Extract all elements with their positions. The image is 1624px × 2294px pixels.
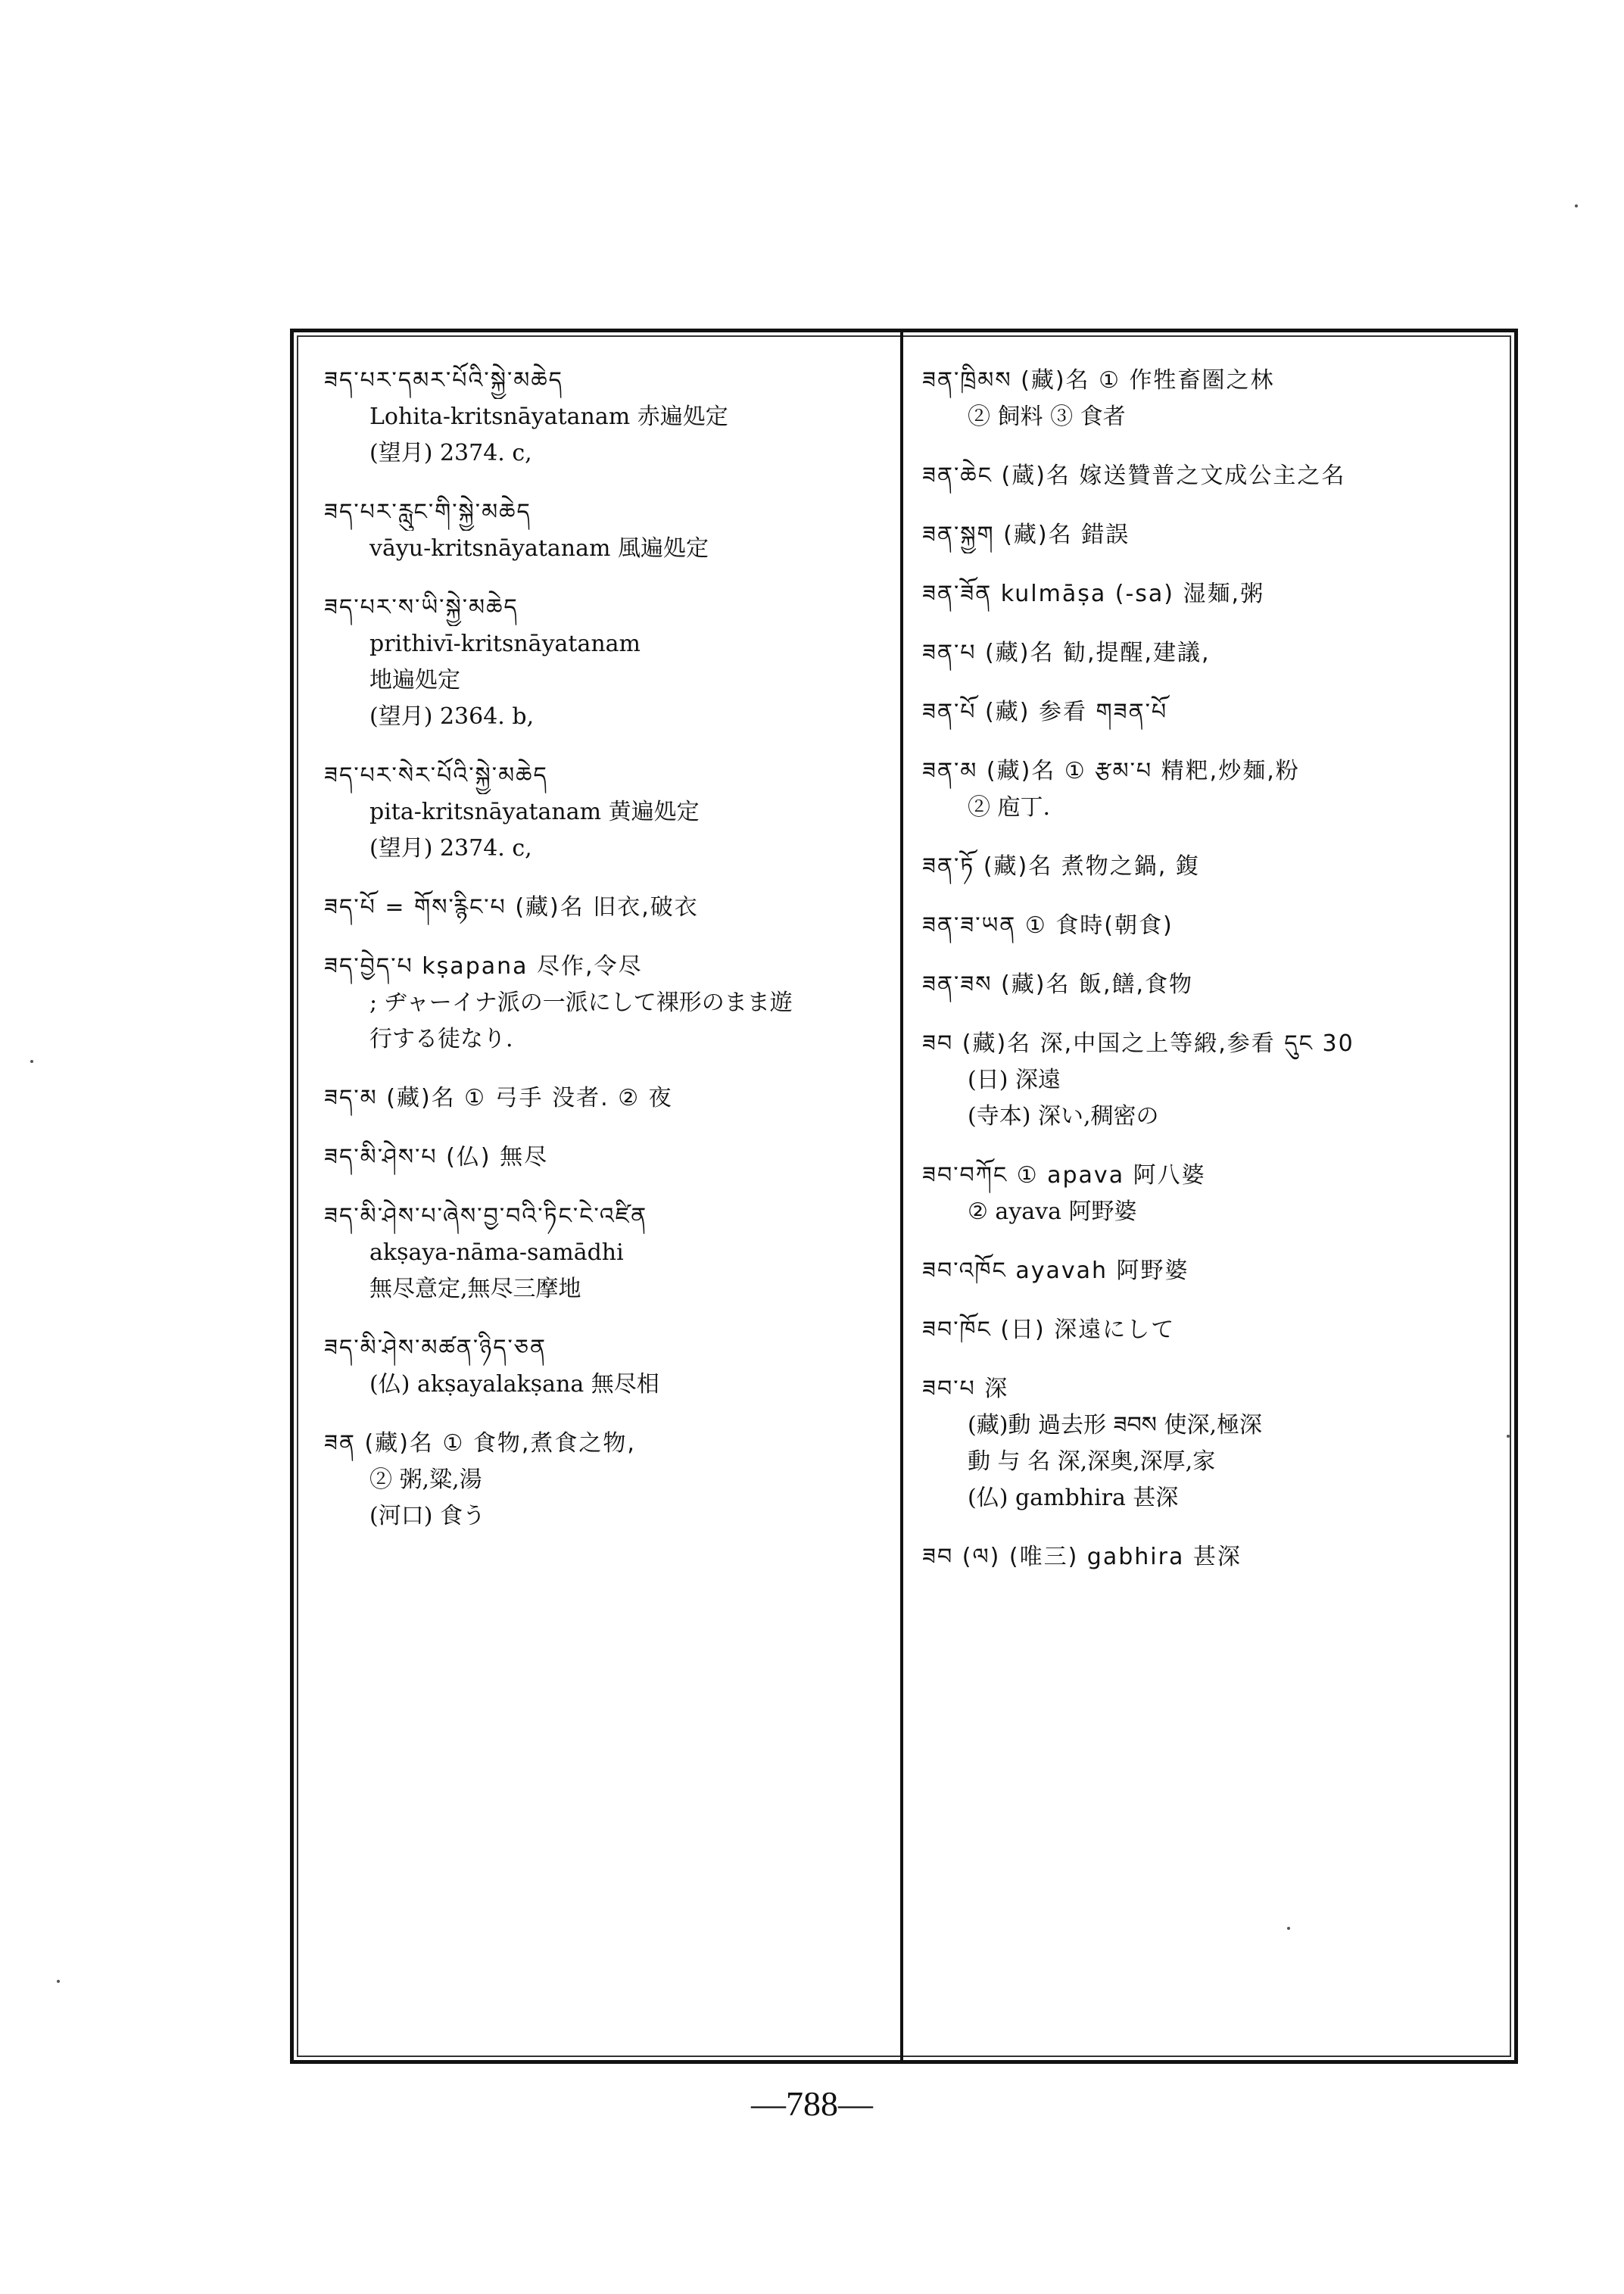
entry-definition-line: (望月) 2374. c, (369, 440, 532, 466)
scan-speck (1575, 204, 1578, 207)
entry-headword: ཟབ (ལ) (唯三) gabhira 甚深 (922, 1544, 1242, 1570)
dictionary-entry (922, 517, 1505, 553)
scan-speck (1507, 1435, 1510, 1438)
dictionary-entry (324, 1426, 892, 1535)
entry-definition-line: ② 飼料 ③ 食者 (968, 404, 1126, 430)
entry-definition-line: 動 与 名 深,深奥,深厚,家 (968, 1448, 1216, 1475)
entry-headword: ཟབ (藏)名 深,中国之上等緞,参看 དུང 30 (922, 1030, 1354, 1057)
scan-speck (57, 1980, 60, 1983)
entry-definition-line: (望月) 2364. b, (369, 703, 535, 730)
entry-headword: ཟད་པར་སེར་པོའི་སྐྱེ་མཆེད (324, 762, 548, 789)
right-column (922, 363, 1505, 2037)
dictionary-entry (324, 949, 892, 1058)
entry-headword: ཟན་པ (藏)名 勧,提醒,建議, (922, 640, 1211, 666)
dictionary-entry (922, 635, 1505, 672)
entry-headword: ཟན་སྐྱག (藏)名 錯誤 (922, 522, 1130, 548)
entry-definition-line: ; ヂャーイナ派の一派にして裸形のまま遊 (369, 990, 793, 1016)
entry-headword: ཟན་པོ (藏) 参看 གཟན་པོ (922, 699, 1168, 725)
dictionary-entry (922, 458, 1505, 494)
entry-definition-line: ② 粥,粱,湯 (369, 1466, 482, 1493)
entry-definition-line: prithivī-kritsnāyatanam (369, 631, 641, 657)
dictionary-entry (922, 1312, 1505, 1348)
entry-headword: ཟད་མ (藏)名 ① 弓手 没者. ② 夜 (324, 1085, 673, 1111)
entry-definition-line: Lohita-kritsnāyatanam 赤遍処定 (369, 404, 728, 430)
entry-headword: ཟབ་བཀོང ① apava 阿八婆 (922, 1162, 1206, 1189)
dictionary-entry (922, 363, 1505, 435)
entry-definition-line: 行する徒なり. (369, 1026, 513, 1052)
entry-headword: ཟད་པར་རླུང་གི་སྐྱེ་མཆེད (324, 499, 531, 525)
dictionary-entry (324, 1139, 892, 1176)
dictionary-entry (324, 890, 892, 926)
entry-headword: ཟད་པར་ས་ཡི་སྐྱེ་མཆེད (324, 594, 519, 621)
dictionary-page-frame (290, 329, 1518, 2064)
entry-definition-line: (仏) gambhira 甚深 (968, 1485, 1179, 1511)
entry-headword: ཟན་ཟས (藏)名 飯,饍,食物 (922, 971, 1194, 998)
entry-headword: ཟད་པར་དམར་པོའི་སྐྱེ་མཆེད (324, 367, 564, 394)
dictionary-entry (922, 1253, 1505, 1289)
dictionary-entry (922, 694, 1505, 731)
entry-headword: ཟབ་པ 深 (922, 1376, 1009, 1402)
entry-headword: ཟད་མི་ཤེས་པ་ཞེས་བྱ་བའི་ཏིང་ངེ་འཛིན (324, 1203, 648, 1230)
entry-definition-line: (日) 深遠 (968, 1067, 1061, 1093)
entry-headword: ཟན་ཆེང (蔵)名 嫁送贊普之文成公主之名 (922, 463, 1346, 489)
entry-headword: ཟབ་འཁོང ayavah 阿野婆 (922, 1258, 1189, 1284)
dictionary-entry (922, 753, 1505, 826)
entry-definition-line: 地遍処定 (369, 667, 460, 693)
entry-headword: ཟན་ཟ་ཡན ① 食時(朝食) (922, 912, 1174, 939)
dictionary-entry (922, 1371, 1505, 1516)
entry-definition-line: (望月) 2374. c, (369, 835, 532, 862)
entry-headword: ཟད་པོ = གོས་རྙིང་པ (藏)名 旧衣,破衣 (324, 894, 699, 921)
left-column (324, 363, 892, 2037)
entry-headword: ཟན (藏)名 ① 食物,煮食之物, (324, 1430, 636, 1457)
dictionary-entry (922, 1158, 1505, 1230)
dictionary-entry (922, 1026, 1505, 1135)
column-divider (900, 332, 903, 2060)
entry-definition-line: pita-kritsnāyatanam 黄遍処定 (369, 799, 700, 825)
dictionary-entry (922, 908, 1505, 944)
dictionary-entry (324, 590, 892, 735)
page-number: —788— (751, 2084, 873, 2123)
dictionary-entry (922, 967, 1505, 1003)
dictionary-entry (324, 1330, 892, 1403)
entry-definition-line: (藏)動 過去形 ཟབས 使深,極深 (968, 1412, 1263, 1438)
entry-definition-line: (寺本) 深い,稠密の (968, 1103, 1159, 1130)
entry-headword: ཟན་ཟོན kulmāṣa (-sa) 湿麺,粥 (922, 581, 1265, 607)
entry-headword: ཟན་མ (藏)名 ① རྩམ་པ 精粑,炒麺,粉 (922, 758, 1300, 784)
dictionary-entry (324, 363, 892, 472)
entry-headword: ཟད་མི་ཤེས་མཚན་ཉིད་ཅན (324, 1335, 547, 1361)
dictionary-entry (324, 1198, 892, 1308)
entry-headword: ཟབ་ཁོང (日) 深遠にして (922, 1317, 1176, 1343)
entry-definition-line: (河口) 食う (369, 1503, 485, 1529)
dictionary-entry (922, 849, 1505, 885)
entry-definition-line: ② ayava 阿野婆 (968, 1198, 1137, 1225)
entry-definition-line: vāyu-kritsnāyatanam 風遍処定 (369, 535, 709, 562)
entry-definition-line: ② 庖丁. (968, 794, 1051, 821)
dictionary-entry (922, 576, 1505, 612)
entry-headword: ཟན་ཏོ (藏)名 煮物之鍋, 鍑 (922, 853, 1200, 880)
entry-definition-line: akṣaya-nāma-samādhi (369, 1239, 624, 1266)
scan-speck (1287, 1927, 1290, 1930)
dictionary-entry (324, 1080, 892, 1117)
entry-headword: ཟན་ཁྲིམས (藏)名 ① 作牲畜圏之林 (922, 367, 1275, 394)
entry-headword: ཟད་བྱེད་པ kṣapana 尽作,令尽 (324, 953, 643, 980)
dictionary-entry (324, 494, 892, 567)
entry-definition-line: (仏) akṣayalakṣana 無尽相 (369, 1371, 659, 1398)
dictionary-entry (922, 1539, 1505, 1576)
entry-headword: ཟད་མི་ཤེས་པ (仏) 無尽 (324, 1144, 549, 1170)
dictionary-entry (324, 758, 892, 867)
entry-definition-line: 無尽意定,無尽三摩地 (369, 1276, 581, 1302)
scan-speck (30, 1060, 33, 1063)
